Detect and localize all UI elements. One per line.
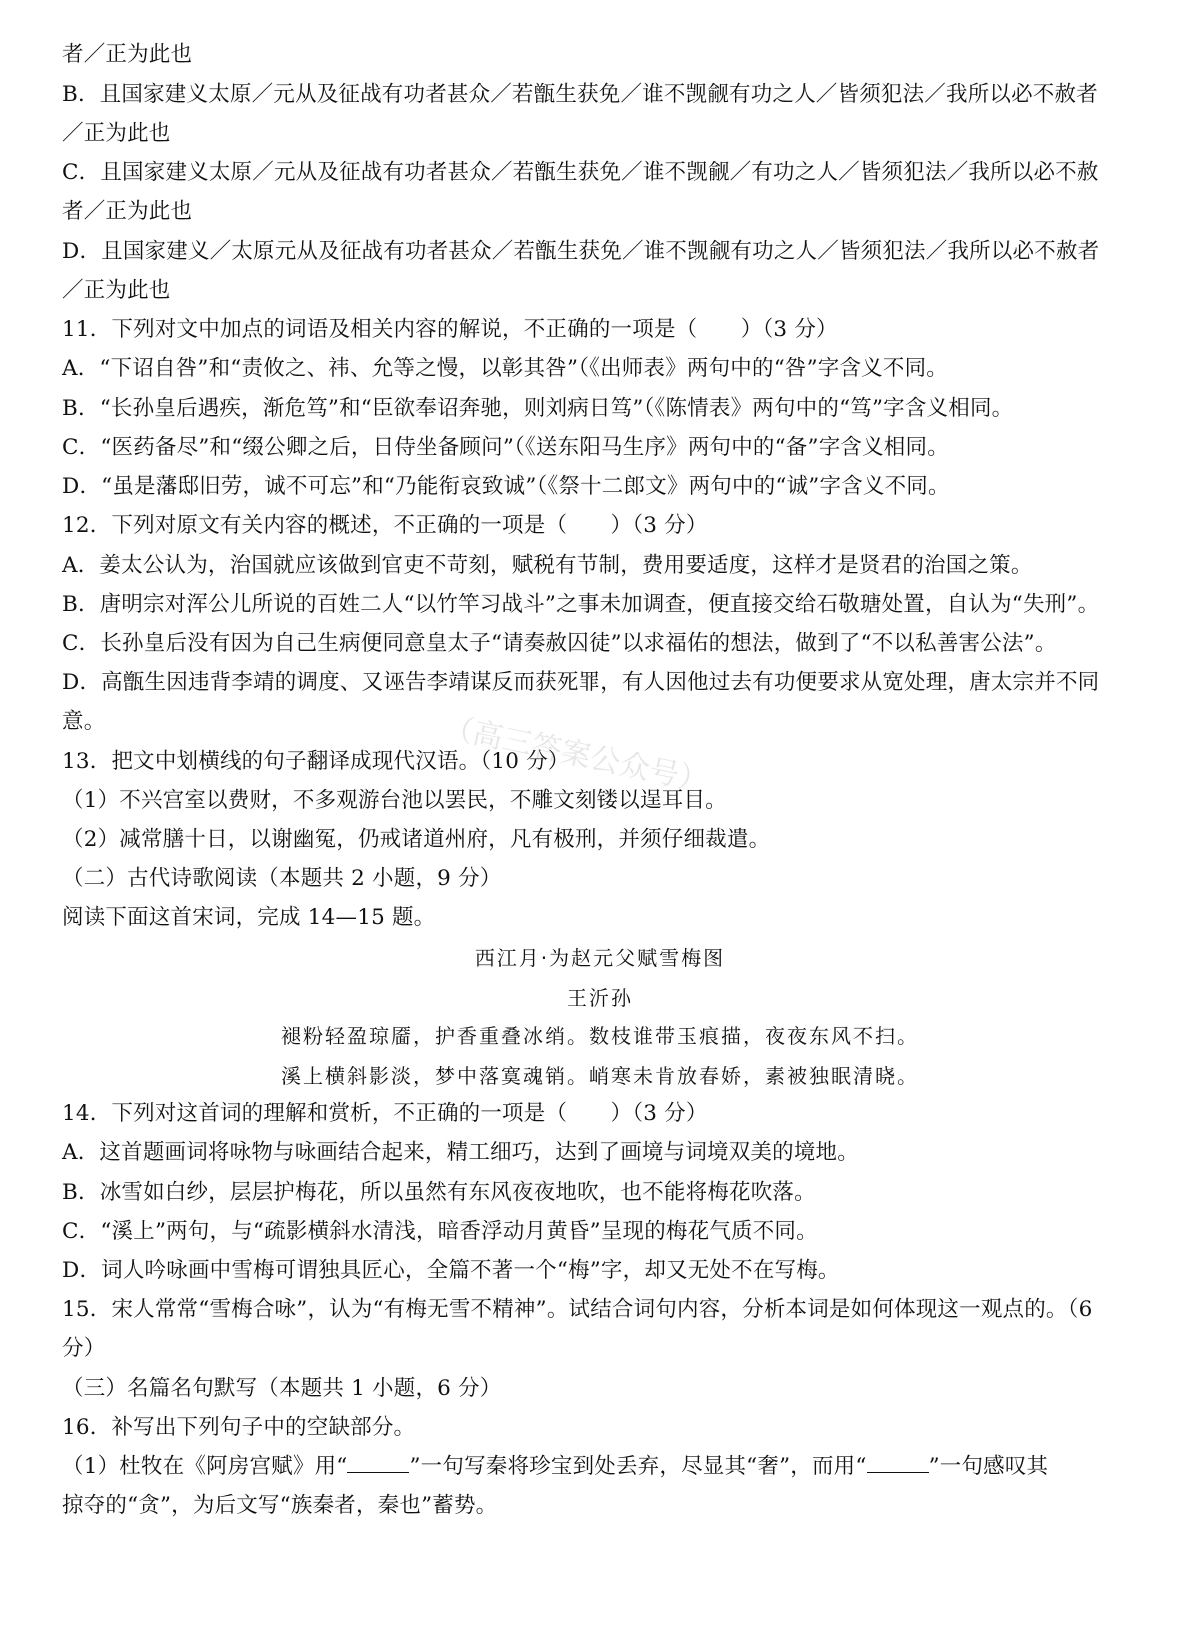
poem-line: 褪粉轻盈琼靥，护香重叠冰绡。数枝谁带玉痕描，夜夜东风不扫。 (281, 1024, 919, 1048)
q14-option-d: D．词人吟咏画中雪梅可谓独具匠心，全篇不著一个“梅”字，却又无处不在写梅。 (62, 1258, 840, 1283)
option-c-text: C．且国家建义太原／元从及征战有功者甚众／若甑生获免／谁不觊觎／有功之人／皆须犯法／我所以必不赦 (62, 160, 1099, 185)
option-d-text: D．且国家建义／太原元从及征战有功者甚众／若甑生获免／谁不觊觎有功之人／皆须犯法／我所以必不赦者 (62, 239, 1100, 264)
q11-option-a: A．“下诏自咎”和“责攸之、祎、允等之慢，以彰其咎”（《出师表》两句中的“咎”字含义不同。 (62, 356, 948, 381)
q11-option-d: D．“虽是藩邸旧劳，诚不可忘”和“乃能衔哀致诚”（《祭十二郎文》两句中的“诚”字含义不同。 (62, 474, 950, 499)
text-line: ／正为此也 (62, 278, 171, 303)
question-12: 12．下列对原文有关内容的概述，不正确的一项是（ ）（3 分） (62, 513, 708, 538)
option-b-text: B．且国家建义太原／元从及征战有功者甚众／若甑生获免／谁不觊觎有功之人／皆须犯法／我所以必不赦者 (62, 82, 1098, 107)
text-line: 者／正为此也 (62, 42, 193, 67)
text-line: 者／正为此也 (62, 199, 193, 224)
reading-instruction: 阅读下面这首宋词，完成 14—15 题。 (62, 905, 436, 930)
poem-author: 王沂孙 (567, 986, 633, 1010)
poem-line: 溪上横斜影淡，梦中落寞魂销。峭寒未肯放春娇，素被独眠清晓。 (281, 1064, 919, 1088)
q16-text: ”一句感叹其 (928, 1454, 1049, 1479)
watermark-text: （高三答案公众号） (440, 709, 712, 800)
q14-option-b: B．冰雪如白纱，层层护梅花，所以虽然有东风夜夜地吹，也不能将梅花吹落。 (62, 1180, 816, 1205)
q16-text: ”一句写秦将珍宝到处丢弃，尽显其“奢”，而用“ (409, 1454, 867, 1479)
text-line: ／正为此也 (62, 121, 171, 146)
answer-blank (867, 1454, 929, 1473)
text-line: 意。 (62, 709, 106, 734)
q16-text: （1）杜牧在《阿房宫赋》用“ (62, 1454, 348, 1479)
question-13: 13．把文中划横线的句子翻译成现代汉语。（10 分） (62, 749, 570, 774)
q13-sentence-2: （2）减常膳十日，以谢幽冤，仍戒诸道州府，凡有极刑，并须仔细裁遣。 (62, 827, 771, 852)
question-15: 15．宋人常常“雪梅合咏”，认为“有梅无雪不精神”。试结合词句内容，分析本词是如何体现这一观点的。（6 (62, 1297, 1093, 1322)
q13-sentence-1: （1）不兴宫室以费财，不多观游台池以罢民，不雕文刻镂以逞耳目。 (62, 788, 727, 813)
q11-option-c: C．“医药备尽”和“缀公卿之后，日侍坐备顾问”（《送东阳马生序》两句中的“备”字含义相同。 (62, 435, 949, 460)
text-line: 分） (62, 1336, 106, 1361)
q12-option-b: B．唐明宗对浑公儿所说的百姓二人“以竹竿习战斗”之事未加调查，便直接交给石敬瑭处置，自认为“失刑”。 (62, 592, 1100, 617)
q12-option-c: C．长孙皇后没有因为自己生病便同意皇太子“请奏赦囚徒”以求福佑的想法，做到了“不以私善害公法”。 (62, 631, 1057, 656)
question-16: 16．补写出下列句子中的空缺部分。 (62, 1415, 416, 1440)
question-11: 11．下列对文中加点的词语及相关内容的解说，不正确的一项是（ ）（3 分） (62, 317, 838, 342)
answer-blank (347, 1454, 409, 1473)
q12-option-d: D．高甑生因违背李靖的调度、又诬告李靖谋反而获死罪，有人因他过去有功便要求从宽处理，唐太宗并不同 (62, 670, 1100, 695)
q12-option-a: A．姜太公认为，治国就应该做到官吏不苛刻，赋税有节制，费用要适度，这样才是贤君的治国之策。 (62, 553, 1033, 578)
section-heading: （二）古代诗歌阅读（本题共 2 小题，9 分） (62, 866, 502, 891)
q14-option-c: C．“溪上”两句，与“疏影横斜水清浅，暗香浮动月黄昏”呈现的梅花气质不同。 (62, 1219, 818, 1244)
poem-title: 西江月·为赵元父赋雪梅图 (474, 946, 726, 970)
q14-option-a: A．这首题画词将咏物与咏画结合起来，精工细巧，达到了画境与词境双美的境地。 (62, 1140, 859, 1165)
section-heading: （三）名篇名句默写（本题共 1 小题，6 分） (62, 1376, 502, 1401)
q11-option-b: B．“长孙皇后遇疾，渐危笃”和“臣欲奉诏奔驰，则刘病日笃”（《陈情表》两句中的“笃”字含义相同。 (62, 396, 1014, 421)
question-14: 14．下列对这首词的理解和赏析，不正确的一项是（ ）（3 分） (62, 1101, 708, 1126)
q16-item-1 (62, 1452, 1048, 1482)
q16-item-1-cont: 掠夺的“贪”，为后文写“族秦者，秦也”蓄势。 (62, 1493, 498, 1518)
